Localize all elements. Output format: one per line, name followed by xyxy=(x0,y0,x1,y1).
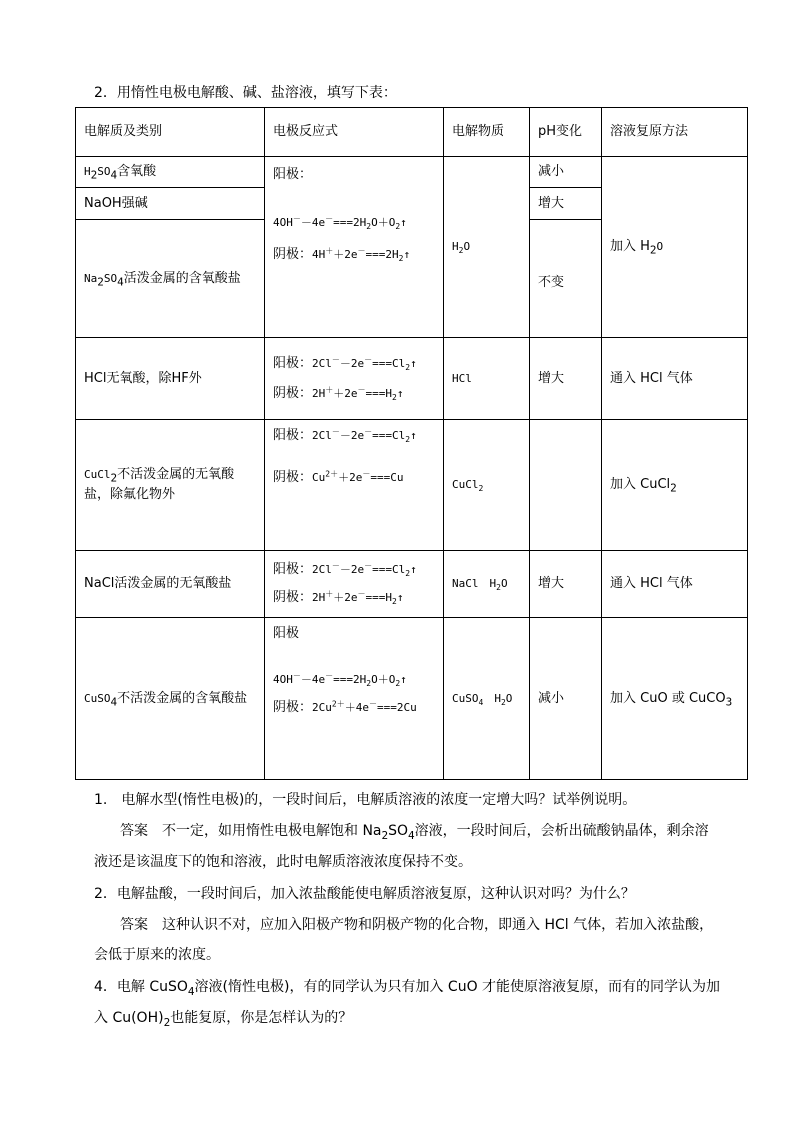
cell-nacl: NaCl活泼金属的无氧酸盐 xyxy=(76,551,265,618)
electrolysis-table xyxy=(75,107,748,780)
header-restore-method: 溶液复原方法 xyxy=(602,108,748,157)
cell-h2so4: $H_2SO_4$含氧酸 xyxy=(76,157,265,188)
header-electrode-reaction: 电极反应式 xyxy=(265,108,444,157)
answer-1-line2: 液还是该温度下的饱和溶液，此时电解质溶液浓度保持不变。 xyxy=(94,854,472,870)
cell-nacl-ph: 增大 xyxy=(530,551,602,618)
cell-nacl-substance: NaCl $H_2O$ xyxy=(444,551,530,618)
header-electrolyzed-substance: 电解物质 xyxy=(444,108,530,157)
table-row xyxy=(76,551,748,618)
cell-cuso4-restore: 加入 CuO 或 CuCO$_3$ xyxy=(602,618,748,780)
cell-cucl2-substance: CuCl$_2$ xyxy=(444,420,530,551)
cell-group1-restore: 加入 $H_2O$ xyxy=(602,157,748,338)
cell-cuso4-reaction: 阳极 $4OH^--4e^-===2H_2O+O_2↑$ 阴极：$2Cu^{2+}+4e^-===2Cu$ xyxy=(265,618,444,780)
cell-nacl-restore: 通入 HCl 气体 xyxy=(602,551,748,618)
cell-group1-reaction: 阳极： $4OH^--4e^-===2H_2O+O_2↑$ 阴极：$4H^++2e^-===2H_2↑$ xyxy=(265,157,444,338)
question-2: 2．电解盐酸，一段时间后，加入浓盐酸能使电解质溶液复原，这种认识对吗？为什么？ xyxy=(94,886,635,902)
table-row xyxy=(76,618,748,780)
cell-cucl2-restore: 加入 CuCl$_2$ xyxy=(602,420,748,551)
cell-cuso4-ph: 减小 xyxy=(530,618,602,780)
cell-hcl-ph: 增大 xyxy=(530,338,602,420)
cell-na2so4: $Na_2SO_4$活泼金属的含氧酸盐 xyxy=(76,220,265,338)
table-row xyxy=(76,338,748,420)
cell-nacl-reaction: 阳极：$2Cl^--2e^-===Cl_2↑$ 阴极：$2H^++2e^-===H_2↑$ xyxy=(265,551,444,618)
cell-naoh-ph: 增大 xyxy=(530,188,602,220)
cell-hcl-substance: HCl xyxy=(444,338,530,420)
cell-na2so4-ph: 不变 xyxy=(530,220,602,338)
cell-h2so4-ph: 减小 xyxy=(530,157,602,188)
table-row xyxy=(76,420,748,551)
answer-2-line2: 会低于原来的浓度。 xyxy=(94,947,220,963)
table-row xyxy=(76,157,748,188)
cell-cuso4-substance: CuSO$_4$ $H_2O$ xyxy=(444,618,530,780)
cell-hcl-reaction: 阳极：$2Cl^--2e^-===Cl_2↑$ 阴极：$2H^++2e^-===H_2↑$ xyxy=(265,338,444,420)
cell-cucl2-ph xyxy=(530,420,602,551)
cell-naoh: NaOH强碱 xyxy=(76,188,265,220)
answer-2: 答案 这种认识不对，应加入阳极产物和阴极产物的化合物，即通入 HCl 气体，若加入浓盐酸， xyxy=(120,917,714,933)
intro-text: 2．用惰性电极电解酸、碱、盐溶液，填写下表： xyxy=(94,85,397,101)
table-header-row xyxy=(76,108,748,157)
answer-1: 答案 不一定，如用惰性电极电解饱和 $Na_2SO_4$溶液，一段时间后，会析出硫酸钠晶体，剩余溶 xyxy=(120,823,709,842)
header-electrolyte: 电解质及类别 xyxy=(76,108,265,157)
cell-cucl2-reaction: 阳极：$2Cl^--2e^-===Cl_2↑$ 阴极：$Cu^{2+}+2e^-===Cu$ xyxy=(265,420,444,551)
cell-hcl-restore: 通入 HCl 气体 xyxy=(602,338,748,420)
cell-cuso4: CuSO$_4$不活泼金属的含氧酸盐 xyxy=(76,618,265,780)
header-ph-change: pH变化 xyxy=(530,108,602,157)
cell-group1-substance: $H_2O$ xyxy=(444,157,530,338)
cell-hcl: HCl无氧酸，除HF外 xyxy=(76,338,265,420)
question-4: 4．电解 CuSO$_4$溶液(惰性电极)，有的同学认为只有加入 CuO 才能使原溶液复原，而有的同学认为加 xyxy=(94,979,721,998)
question-4-line2: 入 $Cu(OH)_2$也能复原，你是怎样认为的？ xyxy=(94,1010,353,1029)
question-1: 1. 电解水型(惰性电极)的，一段时间后，电解质溶液的浓度一定增大吗？试举例说明。 xyxy=(94,792,637,808)
cell-cucl2: CuCl$_2$不活泼金属的无氧酸盐，除氟化物外 xyxy=(76,420,265,551)
